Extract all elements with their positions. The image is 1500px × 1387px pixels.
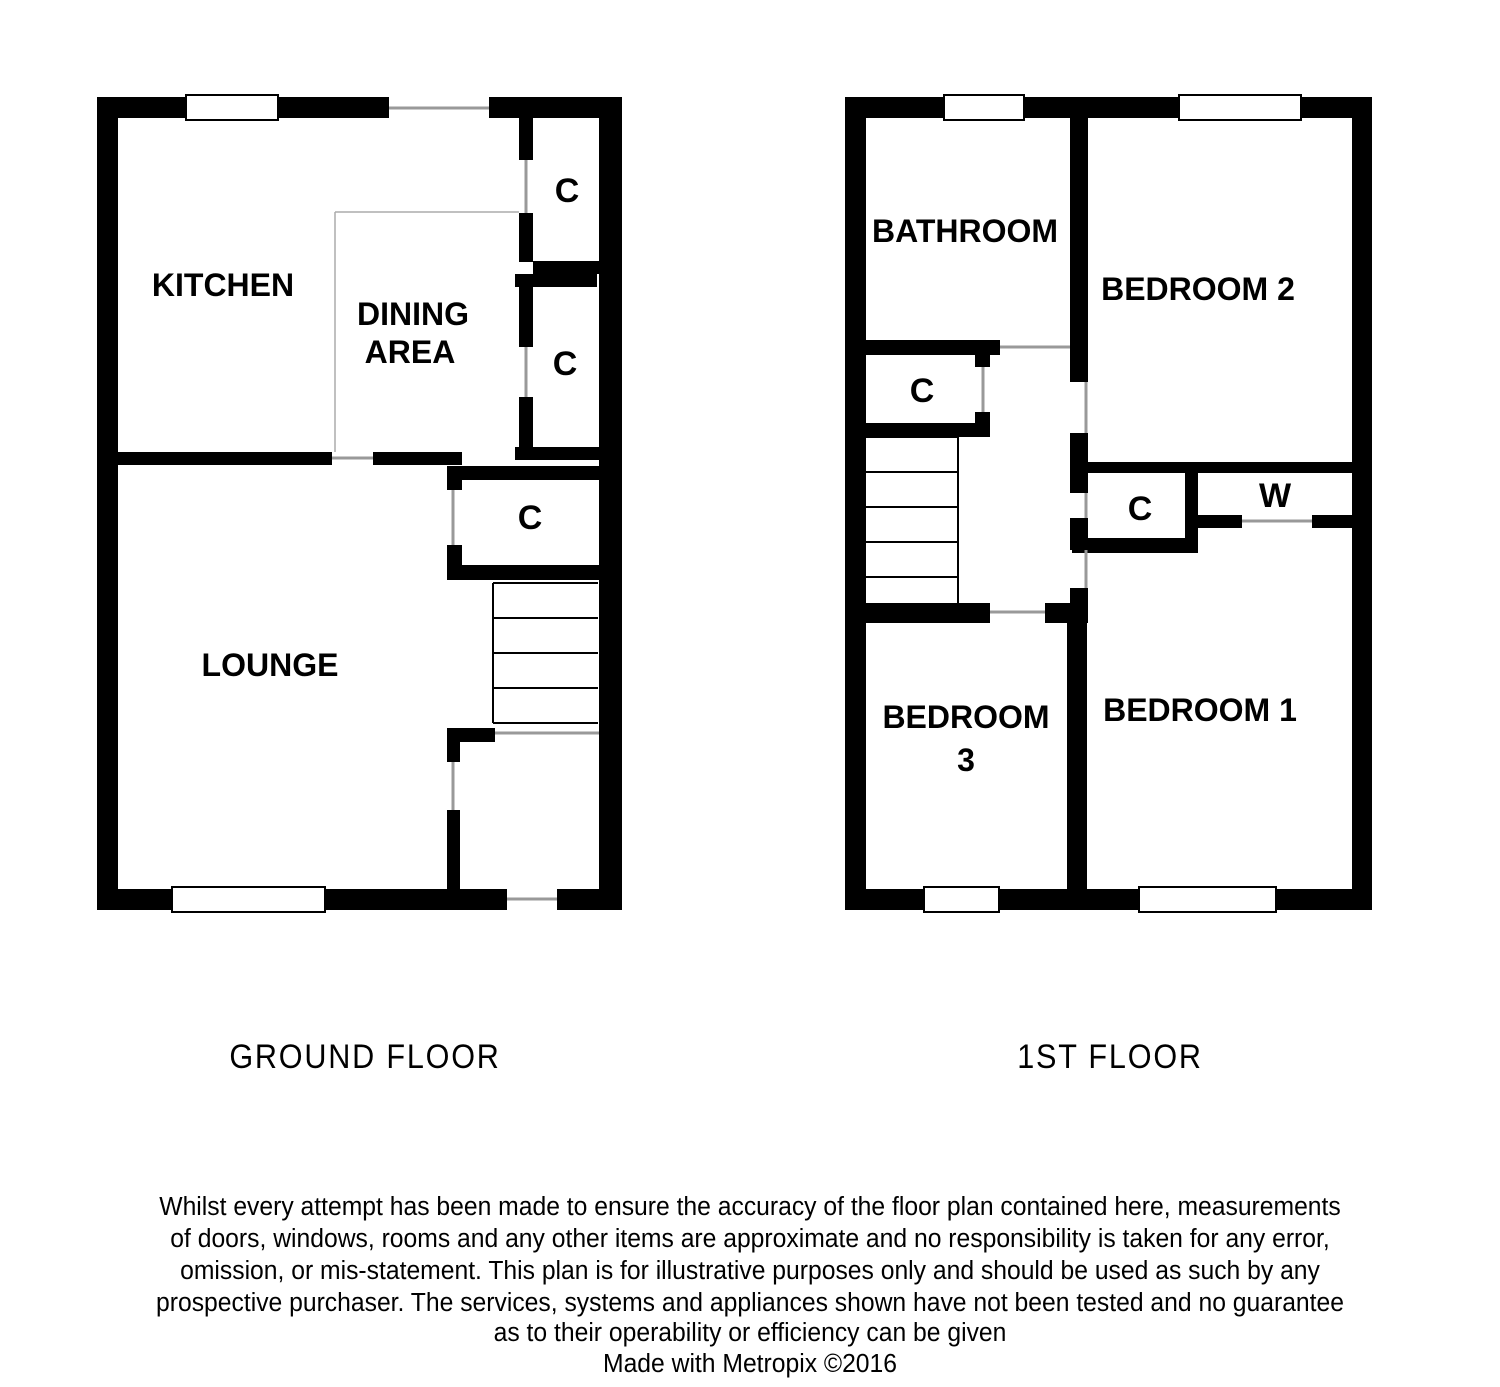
disclaimer-line-5: as to their operability or efficiency can be given <box>493 1318 1007 1348</box>
ground-floor-windows <box>172 95 325 912</box>
ground-floor-door-openings <box>332 108 599 899</box>
first-floor-title: 1ST FLOOR <box>1017 1037 1203 1076</box>
dining-area-label-line1: DINING <box>357 296 469 332</box>
bathroom-label: BATHROOM <box>871 213 1059 249</box>
lounge-window <box>172 887 325 912</box>
disclaimer-line-4: prospective purchaser. The services, systems and appliances shown have not been tested and no guarantee <box>156 1288 1344 1318</box>
gf-closet-top-label: C <box>554 172 580 210</box>
bedroom2-label: BEDROOM 2 <box>1101 271 1295 307</box>
ground-floor-title: GROUND FLOOR <box>229 1037 501 1076</box>
gf-closet-hall-label: C <box>517 499 543 537</box>
bedroom2-window <box>1179 95 1301 120</box>
wardrobe-label: W <box>1258 477 1292 515</box>
bedroom3-window <box>924 887 999 912</box>
kitchen-window <box>186 95 278 120</box>
disclaimer-line-3: omission, or mis-statement. This plan is for illustrative purposes only and should be used as such by any <box>180 1256 1320 1286</box>
ground-floor-stairs <box>493 583 598 723</box>
bedroom1-window <box>1139 887 1276 912</box>
kitchen-label: KITCHEN <box>151 267 295 303</box>
disclaimer <box>156 1192 1344 1378</box>
bedroom3-label-line2: 3 <box>957 742 975 778</box>
gf-closet-middle-label: C <box>552 345 578 383</box>
ground-floor-walls <box>97 97 622 910</box>
ground-floor-plan <box>97 95 622 912</box>
bathroom-window <box>944 95 1024 120</box>
dining-area-partition-lines <box>335 212 519 452</box>
dining-area-label-line2: AREA <box>364 334 456 370</box>
bedroom3-label-line1: BEDROOM <box>882 699 1050 735</box>
ff-closet-bedroom-label: C <box>1127 490 1153 528</box>
first-floor-plan <box>845 95 1372 912</box>
ff-closet-hall-label: C <box>909 372 935 410</box>
bedroom1-label: BEDROOM 1 <box>1103 692 1297 728</box>
lounge-label: LOUNGE <box>201 647 339 683</box>
disclaimer-line-1: Whilst every attempt has been made to ensure the accuracy of the floor plan contained here, measurements <box>159 1192 1341 1222</box>
credit-line: Made with Metropix ©2016 <box>603 1349 897 1379</box>
first-floor-stairs <box>866 437 958 603</box>
disclaimer-line-2: of doors, windows, rooms and any other items are approximate and no responsibility is taken for any error, <box>170 1224 1330 1254</box>
